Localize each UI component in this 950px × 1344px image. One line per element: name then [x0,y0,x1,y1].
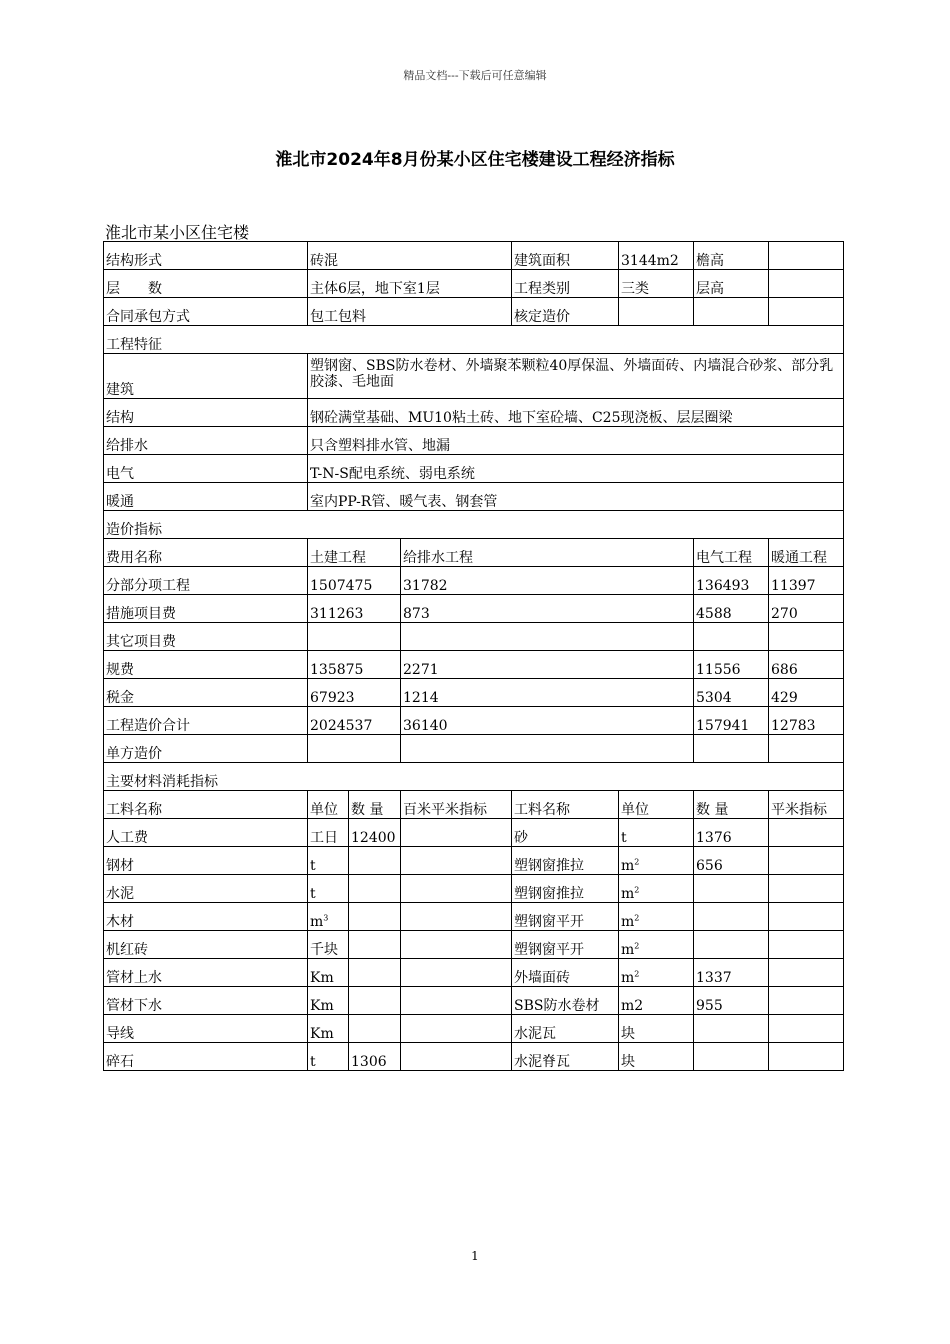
material-name: 人工费 [104,819,308,847]
cell-value: 三类 [619,270,694,298]
cost-plumbing: 31782 [401,567,694,595]
cost-electrical: 4588 [694,595,769,623]
material-name: 外墙面砖 [512,959,619,987]
cell-label: 层 数 [104,270,308,298]
cost-plumbing: 873 [401,595,694,623]
page-number: 1 [471,1249,479,1263]
material-name: 钢材 [104,847,308,875]
cost-electrical: 136493 [694,567,769,595]
unit-text: m [621,886,635,902]
material-qty [349,959,401,987]
cell-unit [619,959,694,987]
feature-value: 塑钢窗、SBS防水卷材、外墙聚苯颗粒40厚保温、外墙面砖、内墙混合砂浆、部分乳胶漆、毛地面 [308,354,844,399]
cell-unit: 千块 [308,931,349,959]
feature-label: 给排水 [104,427,308,455]
material-qty [349,931,401,959]
material-row [104,1015,844,1043]
cost-hvac: 11397 [769,567,844,595]
cell-value: 包工包料 [308,298,512,326]
cost-plumbing: 2271 [401,651,694,679]
material-index [401,959,512,987]
feature-value: T-N-S配电系统、弱电系统 [308,455,844,483]
indicator-table [103,241,844,1071]
material-qty [694,931,769,959]
cost-civil [308,735,401,763]
material-qty [349,1015,401,1043]
cost-plumbing: 给排水工程 [401,539,694,567]
feature-label: 建筑 [104,354,308,399]
cost-civil: 311263 [308,595,401,623]
cost-name: 其它项目费 [104,623,308,651]
cell-unit: t [308,847,349,875]
cost-row [104,735,844,763]
unit-text: m [621,858,635,874]
material-index [769,1043,844,1071]
cell-value: 主体6层，地下室1层 [308,270,512,298]
feature-label: 暖通 [104,483,308,511]
cell-unit: t [619,819,694,847]
cell-unit: 块 [619,1015,694,1043]
material-index [401,875,512,903]
cell-label: 层高 [694,270,769,298]
cell-empty [619,298,694,326]
cost-electrical: 157941 [694,707,769,735]
materials-header [104,791,844,819]
cost-hvac: 12783 [769,707,844,735]
material-name: 木材 [104,903,308,931]
material-name: 塑钢窗推拉 [512,847,619,875]
material-qty [349,987,401,1015]
document-title: 淮北市2024年8月份某小区住宅楼建设工程经济指标 [275,150,675,170]
material-qty: 12400 [349,819,401,847]
cost-row [104,707,844,735]
unit-text: m [310,914,324,930]
unit-superscript: 2 [634,857,640,867]
material-index [769,875,844,903]
cell-label: 合同承包方式 [104,298,308,326]
cell-unit: Km [308,987,349,1015]
cell-empty [769,298,844,326]
section-label: 主要材料消耗指标 [104,763,844,791]
section-label: 工程特征 [104,326,844,354]
cost-row [104,595,844,623]
cost-row [104,623,844,651]
unit-superscript: 2 [634,941,640,951]
cell-unit [619,847,694,875]
row-floors [104,270,844,298]
cell-label: 檐高 [694,242,769,270]
feature-value: 只含塑料排水管、地漏 [308,427,844,455]
cost-row [104,567,844,595]
cost-electrical [694,735,769,763]
cell-unit [619,903,694,931]
material-name: 砂 [512,819,619,847]
unit-text: m [621,942,635,958]
cost-civil: 1507475 [308,567,401,595]
cell-label: 结构形式 [104,242,308,270]
cost-hvac: 686 [769,651,844,679]
section-features [104,326,844,354]
unit-superscript: 2 [634,913,640,923]
cell-unit: t [308,875,349,903]
project-subtitle: 淮北市某小区住宅楼 [105,223,250,242]
cell-unit: Km [308,959,349,987]
cost-civil: 2024537 [308,707,401,735]
cost-hvac: 429 [769,679,844,707]
cost-electrical [694,623,769,651]
material-row [104,1043,844,1071]
materials-header-cell: 平米指标 [769,791,844,819]
material-name: 塑钢窗平开 [512,903,619,931]
material-row [104,959,844,987]
cell-value: 3144m2 [619,242,694,270]
feature-label: 结构 [104,399,308,427]
cell-unit: 工日 [308,819,349,847]
cost-electrical: 5304 [694,679,769,707]
feature-row [104,399,844,427]
cost-name: 措施项目费 [104,595,308,623]
material-qty [694,1015,769,1043]
material-qty: 1337 [694,959,769,987]
cell-value: 砖混 [308,242,512,270]
material-index [401,1043,512,1071]
material-qty: 1306 [349,1043,401,1071]
cell-label: 核定造价 [512,298,619,326]
unit-superscript: 2 [634,969,640,979]
cell-empty [694,298,769,326]
material-row [104,819,844,847]
material-qty: 656 [694,847,769,875]
materials-header-cell: 数 量 [349,791,401,819]
material-index [401,931,512,959]
row-structure [104,242,844,270]
material-qty: 1376 [694,819,769,847]
unit-text: m [621,970,635,986]
cost-plumbing [401,623,694,651]
feature-row [104,455,844,483]
cost-civil: 67923 [308,679,401,707]
cost-name: 费用名称 [104,539,308,567]
feature-value: 钢砼满堂基础、MU10粘土砖、地下室砼墙、C25现浇板、层层圈梁 [308,399,844,427]
header-note: 精品文档---下载后可任意编辑 [403,69,547,82]
cost-name: 工程造价合计 [104,707,308,735]
material-index [769,903,844,931]
material-name: 管材上水 [104,959,308,987]
material-index [401,903,512,931]
material-row [104,847,844,875]
cost-name: 分部分项工程 [104,567,308,595]
cell-label: 建筑面积 [512,242,619,270]
material-name: 塑钢窗推拉 [512,875,619,903]
unit-text: m [621,914,635,930]
cell-label: 工程类别 [512,270,619,298]
cost-plumbing [401,735,694,763]
cost-row [104,539,844,567]
material-row [104,875,844,903]
row-contract [104,298,844,326]
cost-plumbing: 1214 [401,679,694,707]
cost-civil [308,623,401,651]
material-qty [694,903,769,931]
material-index [401,987,512,1015]
cell-unit: 块 [619,1043,694,1071]
material-name: 塑钢窗平开 [512,931,619,959]
cost-row [104,679,844,707]
materials-header-cell: 百米平米指标 [401,791,512,819]
cell-unit: Km [308,1015,349,1043]
material-index [769,1015,844,1043]
materials-header-cell: 单位 [619,791,694,819]
cost-civil: 土建工程 [308,539,401,567]
material-row [104,931,844,959]
material-index [769,959,844,987]
cell-empty [769,242,844,270]
material-name: 水泥 [104,875,308,903]
cell-unit [308,903,349,931]
material-name: 导线 [104,1015,308,1043]
unit-superscript: 2 [634,885,640,895]
cost-hvac: 270 [769,595,844,623]
material-index [769,987,844,1015]
material-qty: 955 [694,987,769,1015]
material-qty [349,875,401,903]
material-row [104,903,844,931]
cell-unit [619,931,694,959]
cost-name: 单方造价 [104,735,308,763]
material-name: 水泥瓦 [512,1015,619,1043]
material-name: 管材下水 [104,987,308,1015]
cost-electrical: 11556 [694,651,769,679]
cell-unit [619,875,694,903]
materials-header-cell: 工料名称 [104,791,308,819]
feature-row [104,483,844,511]
cost-plumbing: 36140 [401,707,694,735]
cell-empty [769,270,844,298]
cost-hvac [769,623,844,651]
material-name: 机红砖 [104,931,308,959]
material-qty [694,1043,769,1071]
material-index [401,847,512,875]
materials-header-cell: 工料名称 [512,791,619,819]
material-row [104,987,844,1015]
cell-unit: m2 [619,987,694,1015]
cost-hvac [769,735,844,763]
feature-row [104,354,844,399]
feature-label: 电气 [104,455,308,483]
materials-header-cell: 单位 [308,791,349,819]
material-name: 碎石 [104,1043,308,1071]
cost-electrical: 电气工程 [694,539,769,567]
section-cost [104,511,844,539]
material-index [769,847,844,875]
cost-civil: 135875 [308,651,401,679]
material-qty [349,903,401,931]
cost-row [104,651,844,679]
feature-row [104,427,844,455]
materials-header-cell: 数 量 [694,791,769,819]
material-name: 水泥脊瓦 [512,1043,619,1071]
section-label: 造价指标 [104,511,844,539]
material-name: SBS防水卷材 [512,987,619,1015]
cost-hvac: 暖通工程 [769,539,844,567]
material-qty [349,847,401,875]
material-qty [694,875,769,903]
section-materials [104,763,844,791]
cost-name: 规费 [104,651,308,679]
material-index [769,819,844,847]
feature-value: 室内PP-R管、暖气表、钢套管 [308,483,844,511]
material-index [401,1015,512,1043]
material-index [769,931,844,959]
material-index [401,819,512,847]
cost-name: 税金 [104,679,308,707]
cell-unit: t [308,1043,349,1071]
unit-superscript: 3 [323,913,329,923]
